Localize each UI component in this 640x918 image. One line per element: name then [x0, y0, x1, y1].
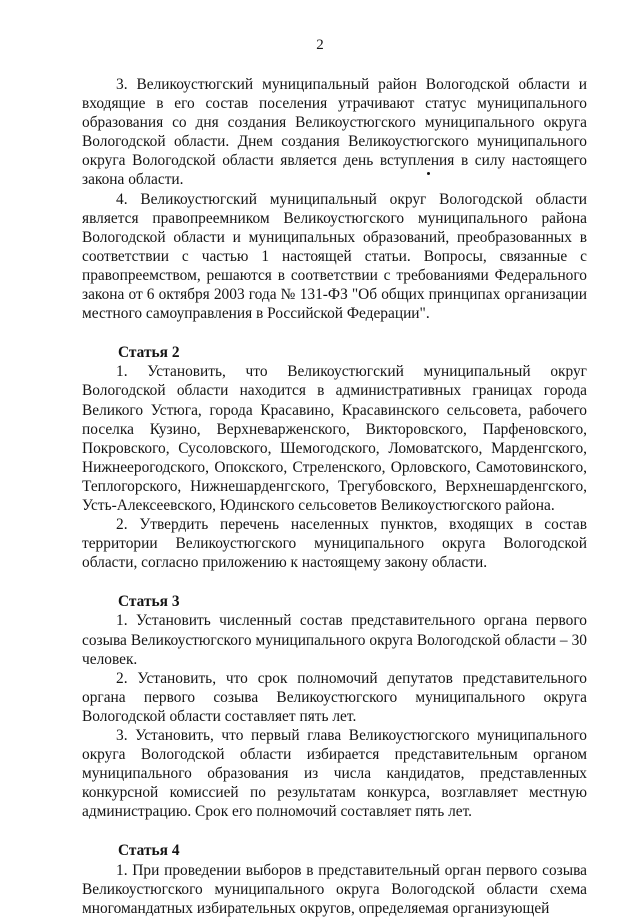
article2-heading: Статья 2: [118, 344, 180, 362]
article1-paragraph-4: 4. Великоустюгский муниципальный округ Вологодской области является правопреемником Великоустюгского муниципального района Вологодской области и муниципальных образований, преобразованных в соответствии с частью 1 настоящей статьи. Вопросы, связанные с правопреемством, решаются в соответствии с требованиями Федерального закона от 6 октября 2003 года № 131-ФЗ "Об общих принципах организации местного самоуправления в Российской Федерации".: [82, 190, 587, 323]
page-number: 2: [316, 37, 324, 53]
document-body: [82, 75, 587, 918]
article3-heading: Статья 3: [118, 593, 180, 611]
article1-paragraph-3: 3. Великоустюгский муниципальный район Вологодской области и входящие в его состав поселения утрачивают статус муниципального образования со дня создания Великоустюгского муниципального округа Вологодской области. Днем создания Великоустюгского муниципального округа Вологодской области является день вступления в силу настоящего закона области.: [82, 76, 587, 189]
article3-paragraph-1: 1. Установить численный состав представительного органа первого созыва Великоустюгского муниципального округа Вологодской области – 30 человек.: [82, 612, 587, 668]
article2-paragraph-2: 2. Утвердить перечень населенных пунктов, входящих в состав территории Великоустюгского муниципального округа Вологодской области, согласно приложению к настоящему закону области.: [82, 516, 587, 572]
article4-heading: Статья 4: [118, 842, 180, 860]
article3-paragraph-2: 2. Установить, что срок полномочий депутатов представительного органа первого созыва Великоустюгского муниципального округа Вологодской области составляет пять лет.: [82, 669, 587, 725]
article4-paragraph-1: 1. При проведении выборов в представительный орган первого созыва Великоустюгского муниципального округа Вологодской области схема многомандатных избирательных округов, определяемая организующей: [82, 861, 587, 917]
article2-paragraph-1: 1. Установить, что Великоустюгский муниципальный округ Вологодской области находится в административных границах города Великого Устюга, города Красавино, Красавинского сельсовета, рабочего поселка Кузино, Верхневарженского, Викторовского, Парфеновского, Покровского, Сусоловского, Шемогодского, Ломоватского, Марденгского, Нижнеерогодского, Опокского, Стреленского, Орловского, Самотовинского, Теплогорского, Нижнешарденгского, Трегубовского, Верхнешарденгского, Усть-Алексеевского, Юдинского сельсоветов Великоустюгского района.: [82, 363, 587, 514]
article3-paragraph-3: 3. Установить, что первый глава Великоустюгского муниципального округа Вологодской области избирается представительным органом муниципального образования из числа кандидатов, представленных конкурсной комиссией по результатам конкурса, возглавляет местную администрацию. Срок его полномочий составляет пять лет.: [82, 727, 587, 821]
